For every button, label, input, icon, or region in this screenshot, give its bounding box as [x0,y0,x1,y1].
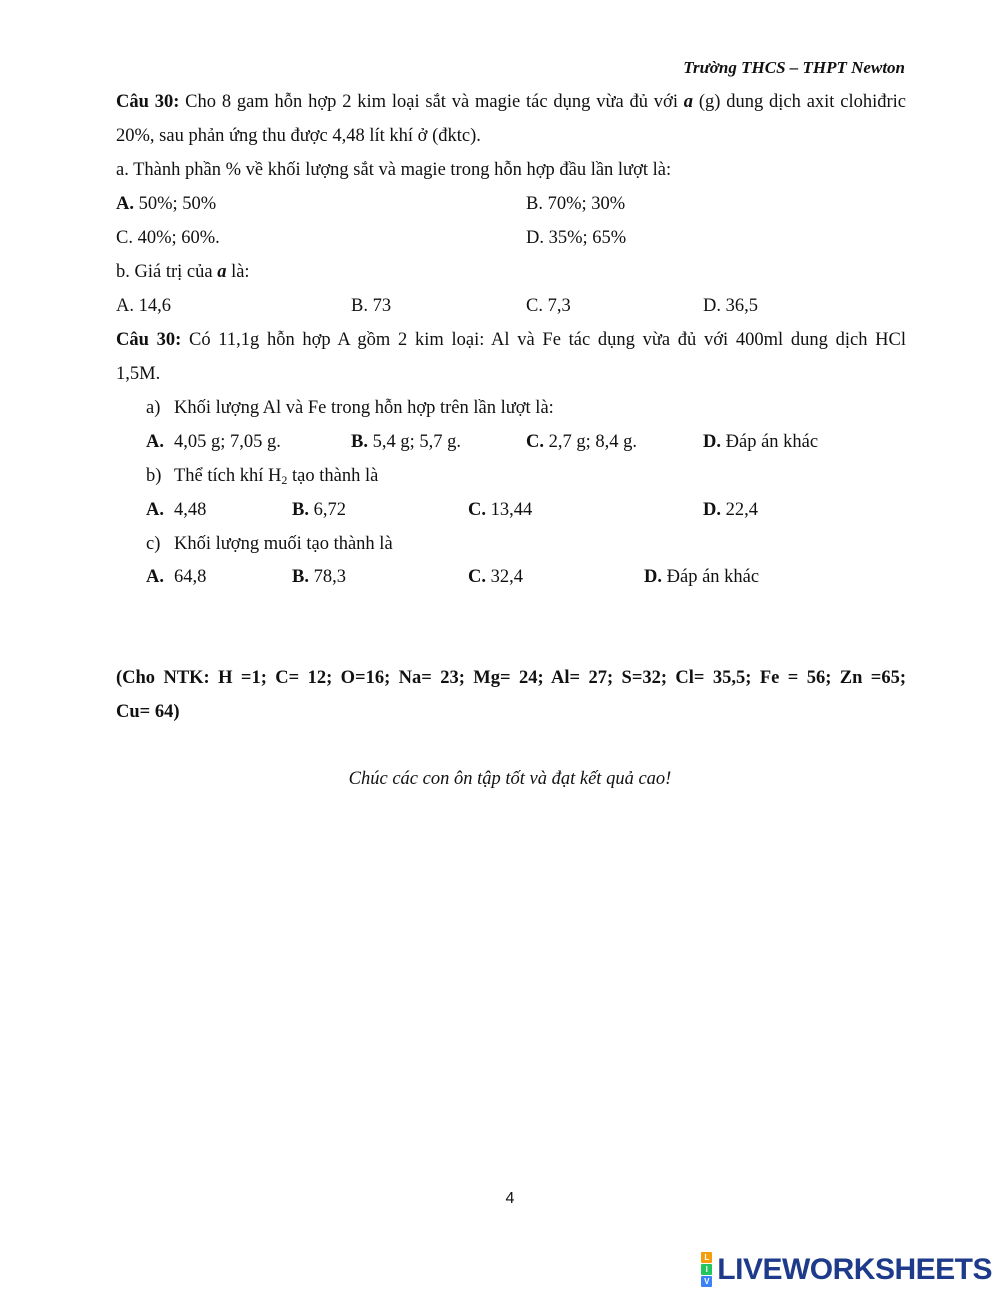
q1-stem-line2: 20%, sau phản ứng thu được 4,48 lít khí ở (đktc). [116,126,481,146]
q1b-option-b[interactable]: B. 73 [351,296,392,316]
q2b-option-c-label: C. [468,500,486,520]
q1a-option-c[interactable]: C. 40%; 60%. [116,228,220,248]
q2-stem-line2: 1,5M. [116,364,161,384]
q1-var-a: a [683,92,694,112]
liveworksheets-wordmark: LIVEWORKSHEETS [717,1252,992,1286]
school-header: Trường THCS – THPT Newton [683,58,905,77]
q2c-option-a-label: A. [146,567,164,587]
atomic-mass-note: (Cho NTK: H =1; C= 12; O=16; Na= 23; Mg= 24; Al= 27; S=32; Cl= 35,5; Fe = 56; Zn =65; [116,668,906,688]
q2b-option-a[interactable] [146,500,164,521]
q2a-option-c[interactable] [526,432,637,453]
q2c-option-d-text: Đáp án khác [662,567,760,587]
q1a-option-d[interactable]: D. 35%; 65% [526,228,627,248]
q2b-option-d-text: 22,4 [721,500,758,520]
q2a-option-d-text: Đáp án khác [721,432,819,452]
q1b-option-d[interactable]: D. 36,5 [703,296,758,316]
q2c-marker: c) [146,534,161,554]
atomic-mass-note-line2: Cu= 64) [116,702,180,722]
q2-stem-text: Có 11,1g hỗn hợp A gồm 2 kim loại: Al và Fe tác dụng vừa đủ với 400ml dung dịch HCl [181,330,906,350]
q2b-option-c-text: 13,44 [486,500,533,520]
q2c-option-d-label: D. [644,567,662,587]
q2a-marker: a) [146,398,161,418]
q2a-option-a-text: 4,05 g; 7,05 g. [174,432,281,452]
q2c-option-b-text: 78,3 [308,567,346,587]
q2b-text-pre: Thể tích khí H [174,466,282,486]
q2b-option-b-text: 6,72 [308,500,346,520]
q1-part-a: a. Thành phần % về khối lượng sắt và magie trong hỗn hợp đầu lần lượt là: [116,160,672,180]
q2c-option-c[interactable] [468,567,523,588]
q2b-option-b-label: B. [292,500,309,520]
page-number: 4 [505,1190,515,1207]
q2a-option-b[interactable] [351,432,461,453]
q2c-option-a[interactable] [146,567,164,588]
q2-label: Câu 30: [116,330,182,350]
q2a-option-c-text: 2,7 g; 8,4 g. [544,432,638,452]
q1-part-b-var: a [217,262,227,282]
q2a-option-c-label: C. [526,432,544,452]
q1-part-b [116,262,250,283]
q2b-option-a-text: 4,48 [174,500,207,520]
q2b-text-post: tạo thành là [287,466,379,486]
q1a-option-a[interactable] [116,194,216,215]
q2c-option-c-label: C. [468,567,486,587]
q2b-option-b[interactable] [292,500,346,521]
q2c-option-b-label: B. [292,567,309,587]
q2-stem [116,330,906,351]
q1a-option-b[interactable]: B. 70%; 30% [526,194,626,214]
q2c-option-b[interactable] [292,567,346,588]
q2c-option-a-text: 64,8 [174,567,207,587]
logo-letter-2: I [701,1264,712,1275]
q2b-option-c[interactable] [468,500,532,521]
q2c-option-c-text: 32,4 [486,567,523,587]
q2a-option-a-label: A. [146,432,164,452]
q2a-option-d-label: D. [703,432,721,452]
q1a-option-a-label: A. [116,194,134,214]
q2b-option-a-label: A. [146,500,164,520]
q2b-text [174,466,378,488]
liveworksheets-logo-icon [701,1252,712,1287]
q1-part-b-post: là: [226,262,250,282]
q1b-option-c[interactable]: C. 7,3 [526,296,571,316]
q1-stem [116,92,906,113]
q2b-option-d-label: D. [703,500,721,520]
q2b-option-d[interactable] [703,500,758,521]
q2a-option-a[interactable] [146,432,164,453]
q2c-text: Khối lượng muối tạo thành là [174,534,393,554]
q2b-marker: b) [146,466,162,486]
q1a-option-a-text: 50%; 50% [134,194,217,214]
logo-letter-1: L [701,1252,712,1263]
liveworksheets-brand[interactable] [701,1252,992,1287]
closing-message: Chúc các con ôn tập tốt và đạt kết quả cao! [348,769,672,789]
q1-stem-part1: Cho 8 gam hỗn hợp 2 kim loại sắt và magie tác dụng vừa đủ với [179,92,684,112]
logo-letter-3: V [701,1276,712,1287]
q1-label: Câu 30: [116,92,180,112]
q2a-option-b-text: 5,4 g; 5,7 g. [367,432,461,452]
q1-stem-part2: (g) dung dịch axit clohiđric [693,92,907,112]
q1-part-b-pre: b. Giá trị của [116,262,218,282]
q2b-subscript: 2 [281,473,288,487]
q2c-option-d[interactable] [644,567,759,588]
q1b-option-a[interactable]: A. 14,6 [116,296,171,316]
q2a-text: Khối lượng Al và Fe trong hỗn hợp trên lần lượt là: [174,398,554,418]
q2a-option-b-label: B. [351,432,368,452]
q2a-option-d[interactable] [703,432,818,453]
